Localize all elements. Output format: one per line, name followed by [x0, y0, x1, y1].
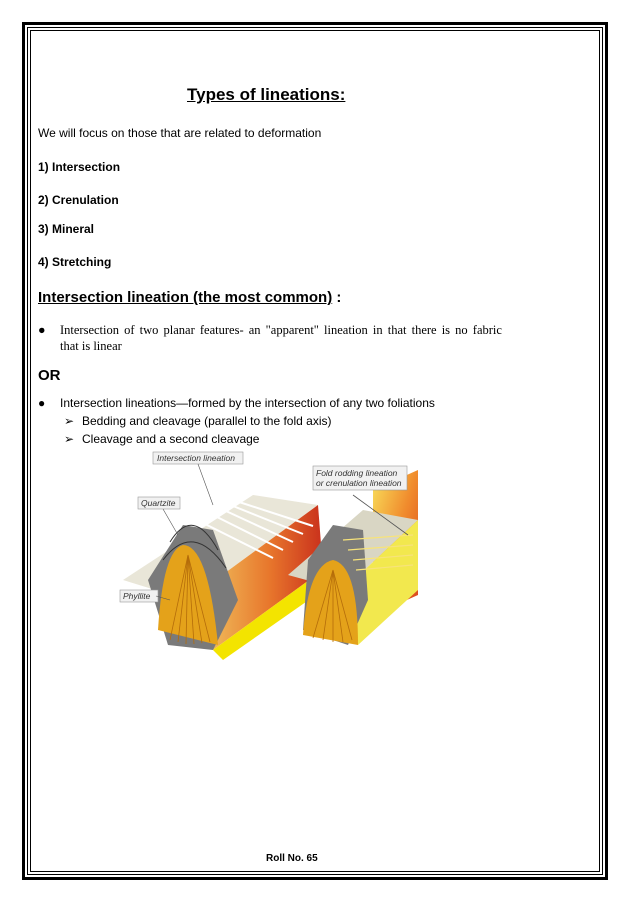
page-title: Types of lineations:: [187, 85, 346, 104]
roll-number: Roll No. 65: [266, 853, 318, 864]
label-crenulation: or crenulation lineation: [316, 478, 402, 488]
bullet-intersection: [38, 323, 578, 354]
intro-text: We will focus on those that are related to deformation: [38, 126, 322, 140]
section-heading: [38, 289, 341, 306]
list-item: 3) Mineral: [38, 222, 95, 236]
arrow-bullet-icon: ➢: [64, 432, 75, 446]
sub-item-text: Cleavage and a second cleavage: [82, 432, 260, 446]
sub-item-text: Bedding and cleavage (parallel to the fold axis): [82, 414, 332, 428]
bullet-text: Intersection lineations—formed by the intersection of any two foliations: [60, 396, 435, 410]
bullet-foliations: [38, 396, 578, 410]
lineation-figure: [108, 450, 438, 660]
sub-list-item: [64, 432, 259, 446]
or-label: OR: [38, 367, 61, 384]
arrow-bullet-icon: ➢: [64, 414, 75, 428]
bullet-dot-icon: ●: [38, 323, 46, 337]
bullet-text-line1: Intersection of two planar features- an "apparent" lineation in that there is no fabric: [60, 323, 502, 337]
label-quartzite: Quartzite: [141, 498, 176, 508]
list-item: 1) Intersection: [38, 160, 121, 174]
left-fold-block: [123, 495, 323, 660]
sub-list-item: [64, 414, 332, 428]
label-phyllite: Phyllite: [123, 591, 151, 601]
section-heading-text: Intersection lineation (the most common): [38, 289, 333, 306]
list-item: 2) Crenulation: [38, 193, 119, 207]
section-heading-suffix: :: [332, 289, 342, 306]
list-item: 4) Stretching: [38, 255, 112, 269]
bullet-dot-icon: ●: [38, 396, 46, 410]
label-intersection-lineation: Intersection lineation: [157, 453, 235, 463]
label-fold-rodding: Fold rodding lineation: [316, 468, 398, 478]
bullet-text-line2: that is linear: [60, 339, 122, 353]
